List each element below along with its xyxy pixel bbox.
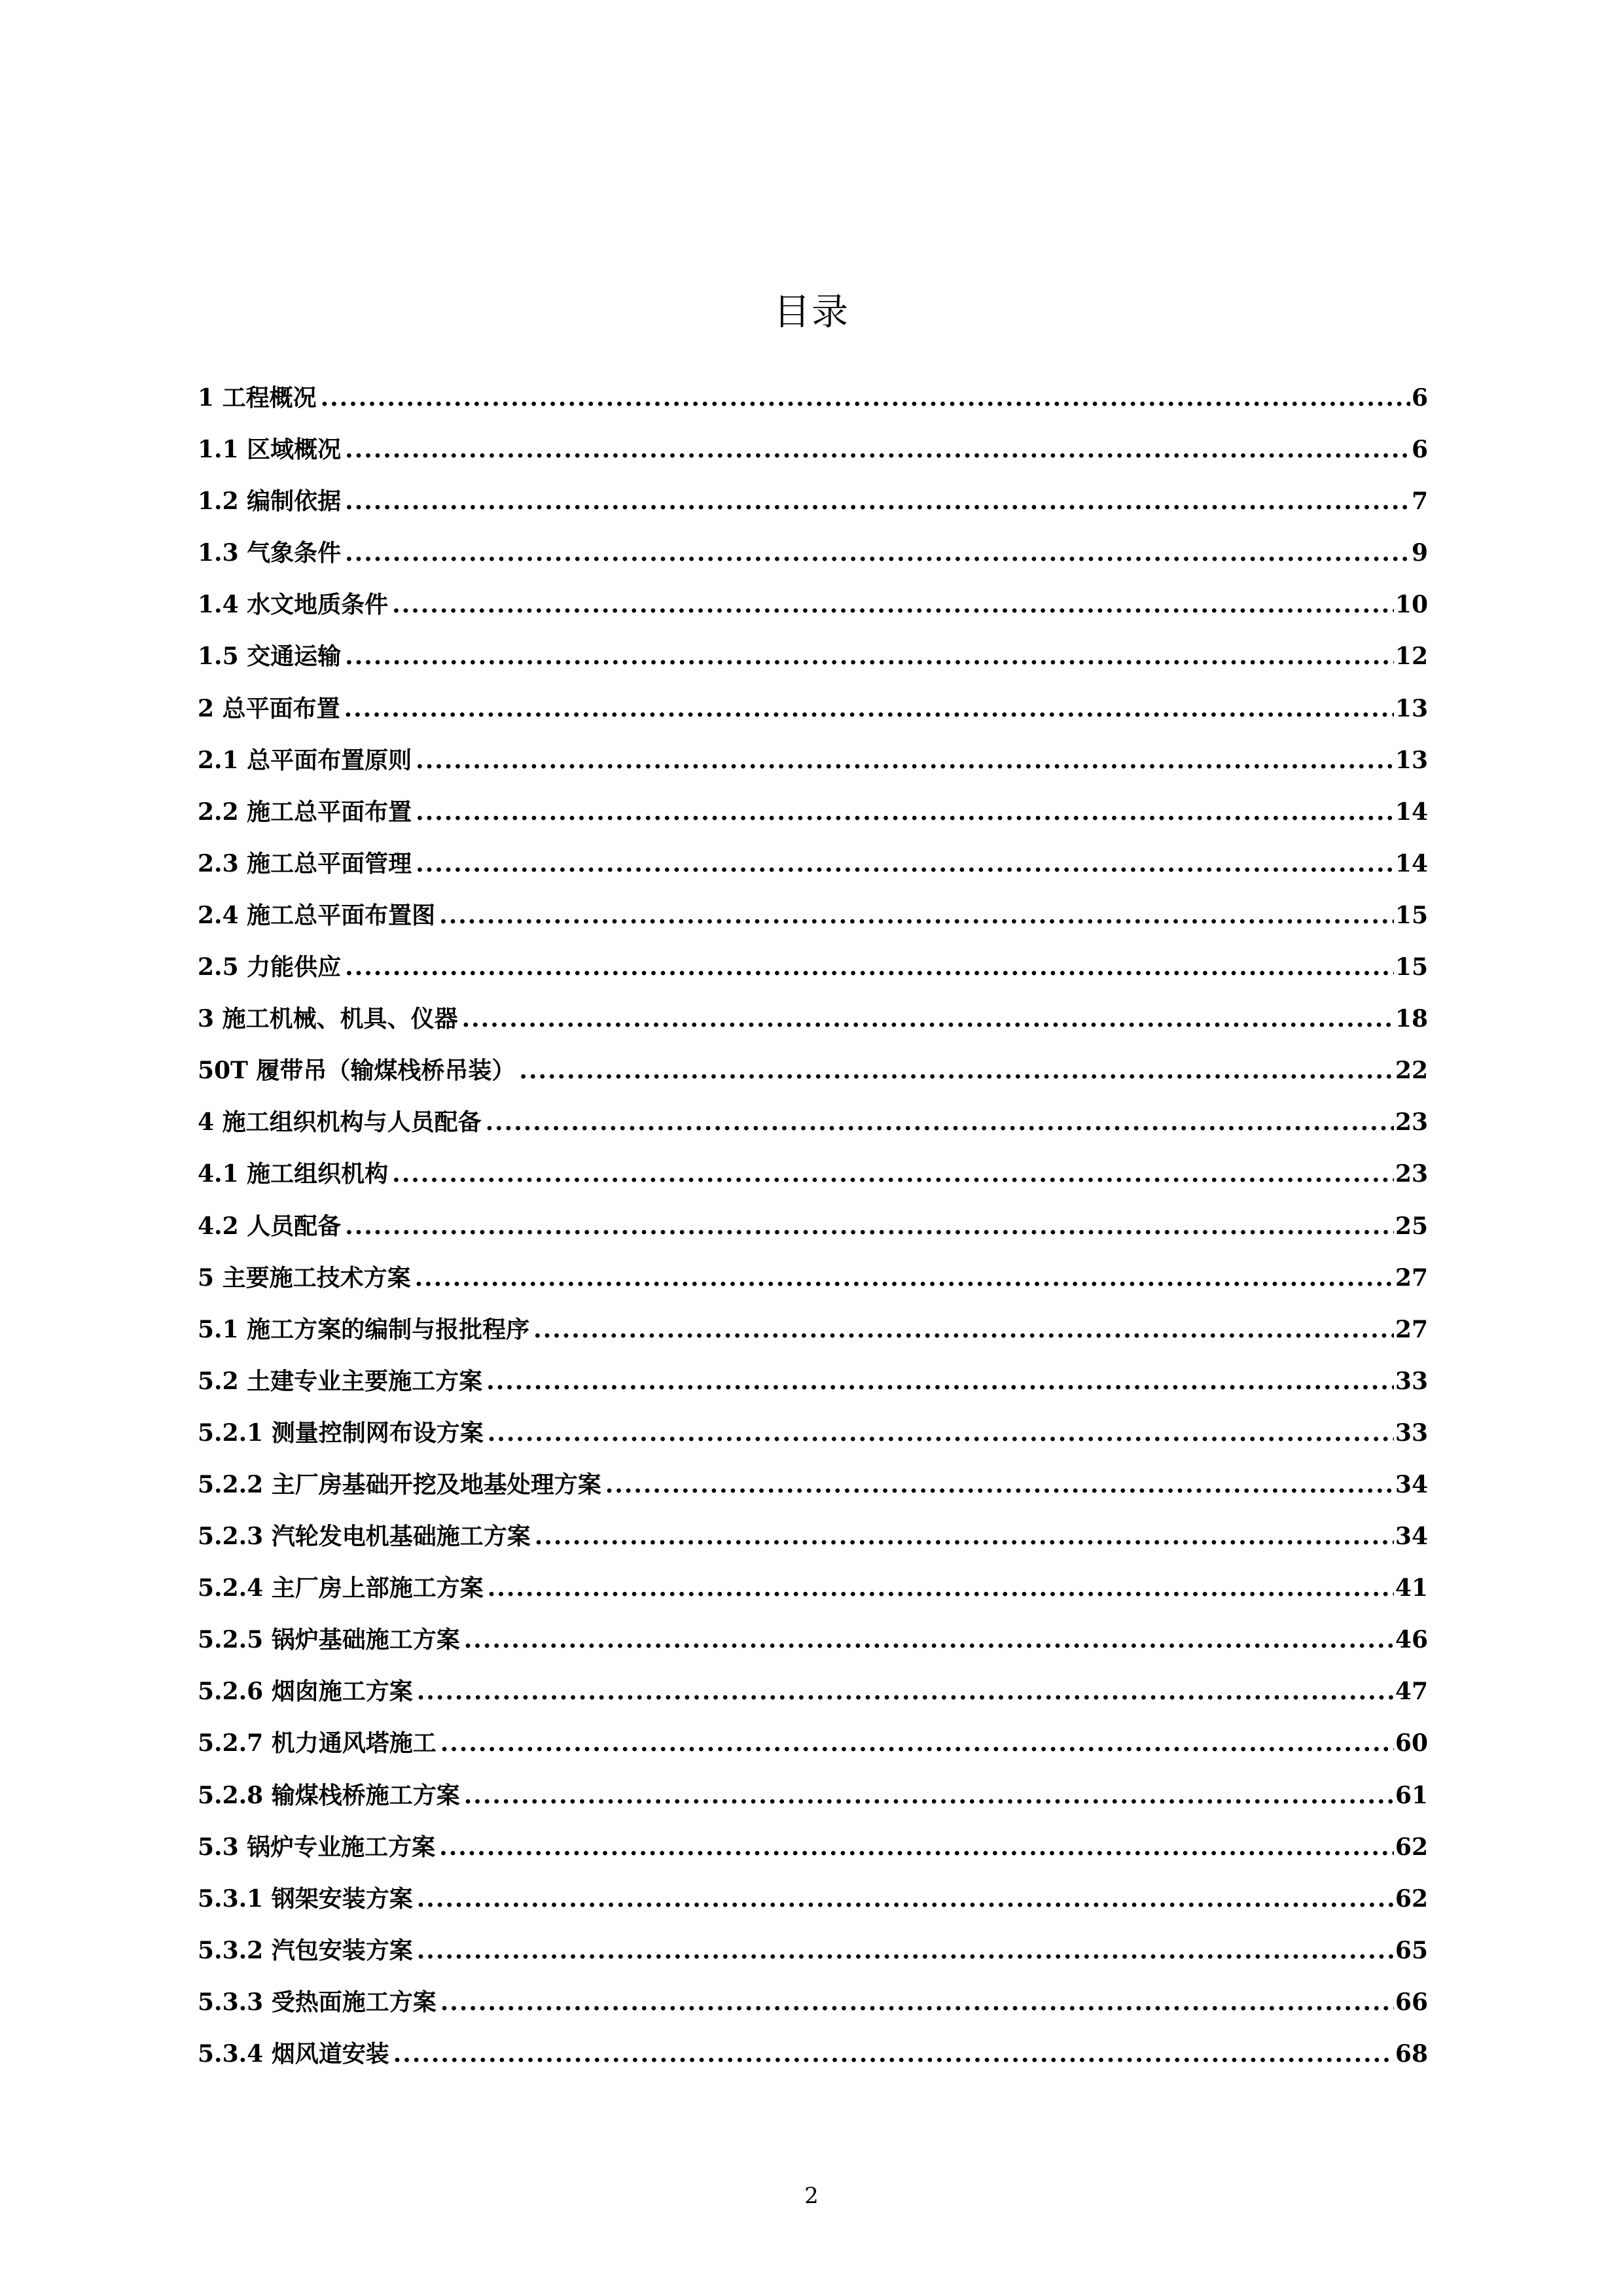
toc-entry-label: 5.2.1 测量控制网布设方案	[198, 1419, 484, 1447]
toc-entry-label: 5.2.7 机力通风塔施工	[198, 1729, 437, 1757]
toc-dot-leader	[345, 487, 1410, 515]
toc-entry-page: 15	[1395, 953, 1428, 981]
toc-entry-label: 5.3.2 汽包安装方案	[198, 1936, 413, 1964]
toc-entry[interactable]	[198, 1000, 1428, 1052]
toc-dot-leader	[415, 1264, 1394, 1292]
toc-entry-label: 5.3.3 受热面施工方案	[198, 1988, 437, 2016]
toc-entry[interactable]	[198, 1415, 1428, 1466]
toc-entry-label: 5.3 锅炉专业施工方案	[198, 1833, 436, 1861]
table-of-contents	[198, 380, 1428, 2087]
toc-entry-page: 46	[1395, 1626, 1428, 1654]
toc-dot-leader	[464, 1782, 1394, 1809]
toc-entry-label: 2.4 施工总平面布置图	[198, 901, 436, 929]
toc-dot-leader	[488, 1574, 1394, 1602]
toc-entry-page: 13	[1395, 746, 1428, 774]
toc-entry-label: 4 施工组织机构与人员配备	[198, 1108, 482, 1137]
toc-entry-label: 1.5 交通运输	[198, 643, 342, 671]
toc-entry-label: 2.5 力能供应	[198, 953, 342, 981]
toc-entry[interactable]	[198, 1208, 1428, 1260]
toc-entry[interactable]	[198, 1932, 1428, 1984]
toc-dot-leader	[488, 1419, 1394, 1447]
toc-dot-leader	[417, 1937, 1394, 1964]
toc-entry-label: 1.1 区域概况	[198, 436, 342, 464]
toc-entry-label: 3 施工机械、机具、仪器	[198, 1005, 458, 1033]
toc-entry-page: 14	[1395, 849, 1428, 877]
toc-dot-leader	[392, 591, 1394, 618]
toc-entry-page: 9	[1411, 539, 1428, 567]
toc-entry[interactable]	[198, 1363, 1428, 1415]
toc-entry-label: 2.3 施工总平面管理	[198, 849, 412, 877]
toc-dot-leader	[464, 1626, 1394, 1653]
toc-entry-page: 23	[1395, 1160, 1428, 1188]
toc-entry[interactable]	[198, 1725, 1428, 1776]
toc-entry-page: 33	[1395, 1419, 1428, 1447]
toc-entry[interactable]	[198, 949, 1428, 1000]
toc-dot-leader	[519, 1057, 1393, 1084]
toc-entry[interactable]	[198, 742, 1428, 794]
toc-entry-page: 41	[1395, 1574, 1428, 1602]
page-title: 目录	[774, 291, 849, 334]
toc-entry[interactable]	[198, 1570, 1428, 1621]
toc-dot-leader	[416, 798, 1394, 826]
toc-dot-leader	[417, 1678, 1394, 1705]
toc-dot-leader	[440, 1988, 1394, 2016]
toc-dot-leader	[416, 747, 1394, 774]
toc-dot-leader	[344, 695, 1394, 722]
toc-dot-leader	[439, 1833, 1394, 1861]
toc-dot-leader	[462, 1005, 1394, 1033]
toc-dot-leader	[486, 1108, 1394, 1136]
toc-entry-page: 33	[1395, 1367, 1428, 1395]
toc-entry[interactable]	[198, 2036, 1428, 2087]
toc-entry[interactable]	[198, 1518, 1428, 1570]
toc-entry[interactable]	[198, 1881, 1428, 1932]
toc-entry-label: 5.2.4 主厂房上部施工方案	[198, 1574, 484, 1602]
toc-entry-page: 10	[1395, 591, 1428, 619]
toc-entry-label: 1 工程概况	[198, 384, 317, 412]
toc-entry[interactable]	[198, 1156, 1428, 1207]
toc-entry-page: 65	[1395, 1936, 1428, 1964]
page-number: 2	[804, 2183, 819, 2209]
toc-entry-page: 27	[1395, 1315, 1428, 1343]
toc-entry-label: 5 主要施工技术方案	[198, 1263, 411, 1292]
toc-entry-page: 62	[1395, 1833, 1428, 1861]
toc-entry-label: 5.2 土建专业主要施工方案	[198, 1367, 483, 1395]
toc-entry-label: 2 总平面布置	[198, 694, 340, 722]
toc-entry-label: 1.3 气象条件	[198, 539, 342, 567]
toc-entry[interactable]	[198, 845, 1428, 897]
toc-entry-page: 22	[1395, 1057, 1428, 1085]
toc-dot-leader	[393, 2040, 1394, 2068]
toc-entry-page: 62	[1395, 1884, 1428, 1913]
toc-dot-leader	[321, 384, 1410, 412]
toc-entry[interactable]	[198, 1829, 1428, 1881]
toc-entry-page: 12	[1395, 643, 1428, 671]
toc-entry[interactable]	[198, 431, 1428, 483]
toc-dot-leader	[605, 1471, 1394, 1498]
toc-entry[interactable]	[198, 638, 1428, 690]
toc-entry[interactable]	[198, 690, 1428, 742]
toc-dot-leader	[486, 1368, 1394, 1395]
toc-dot-leader	[345, 539, 1410, 567]
toc-entry[interactable]	[198, 1104, 1428, 1156]
toc-dot-leader	[345, 953, 1394, 981]
toc-dot-leader	[533, 1316, 1394, 1343]
toc-entry-page: 68	[1395, 2040, 1428, 2068]
toc-entry-page: 27	[1395, 1263, 1428, 1292]
toc-entry[interactable]	[198, 380, 1428, 431]
toc-entry[interactable]	[198, 1621, 1428, 1673]
toc-entry-page: 18	[1395, 1005, 1428, 1033]
toc-dot-leader	[416, 850, 1394, 877]
toc-entry-page: 15	[1395, 901, 1428, 929]
toc-dot-leader	[439, 902, 1394, 929]
toc-entry-label: 5.2.3 汽轮发电机基础施工方案	[198, 1523, 531, 1551]
toc-dot-leader	[345, 643, 1394, 670]
toc-entry-label: 5.2.5 锅炉基础施工方案	[198, 1626, 460, 1654]
toc-entry-page: 25	[1395, 1212, 1428, 1240]
toc-dot-leader	[417, 1885, 1394, 1913]
toc-entry-label: 5.2.6 烟囱施工方案	[198, 1678, 413, 1706]
toc-entry-page: 7	[1411, 487, 1428, 516]
toc-entry-page: 14	[1395, 798, 1428, 826]
toc-entry-page: 34	[1395, 1523, 1428, 1551]
toc-entry-page: 6	[1411, 436, 1428, 464]
toc-entry-label: 1.2 编制依据	[198, 487, 342, 516]
toc-entry-label: 5.2.8 输煤栈桥施工方案	[198, 1781, 460, 1809]
toc-entry-page: 60	[1395, 1729, 1428, 1757]
toc-entry-label: 1.4 水文地质条件	[198, 591, 389, 619]
toc-entry-page: 23	[1395, 1108, 1428, 1137]
toc-entry[interactable]	[198, 897, 1428, 949]
toc-entry[interactable]	[198, 1673, 1428, 1725]
toc-entry-page: 61	[1395, 1781, 1428, 1809]
toc-dot-leader	[345, 436, 1410, 463]
toc-entry-page: 47	[1395, 1678, 1428, 1706]
toc-entry-label: 50T 履带吊（输煤栈桥吊装）	[198, 1057, 516, 1085]
toc-entry-page: 66	[1395, 1988, 1428, 2016]
toc-entry[interactable]	[198, 1984, 1428, 2036]
toc-entry[interactable]	[198, 1466, 1428, 1518]
toc-entry[interactable]	[198, 1260, 1428, 1311]
toc-entry-page: 6	[1411, 384, 1428, 412]
toc-entry[interactable]	[198, 794, 1428, 845]
toc-entry[interactable]	[198, 586, 1428, 638]
toc-entry[interactable]	[198, 1311, 1428, 1363]
toc-entry[interactable]	[198, 1052, 1428, 1104]
toc-entry[interactable]	[198, 535, 1428, 586]
toc-dot-leader	[392, 1160, 1394, 1188]
toc-dot-leader	[440, 1729, 1394, 1757]
toc-entry-label: 5.2.2 主厂房基础开挖及地基处理方案	[198, 1470, 601, 1498]
toc-entry-label: 5.1 施工方案的编制与报批程序	[198, 1315, 530, 1343]
toc-entry-page: 34	[1395, 1470, 1428, 1498]
toc-dot-leader	[535, 1523, 1394, 1550]
toc-entry-page: 13	[1395, 694, 1428, 722]
toc-entry-label: 2.2 施工总平面布置	[198, 798, 412, 826]
toc-entry[interactable]	[198, 483, 1428, 535]
toc-entry[interactable]	[198, 1777, 1428, 1829]
toc-dot-leader	[345, 1212, 1394, 1240]
toc-entry-label: 2.1 总平面布置原则	[198, 746, 412, 774]
toc-entry-label: 5.3.1 钢架安装方案	[198, 1884, 413, 1913]
toc-entry-label: 4.2 人员配备	[198, 1212, 342, 1240]
toc-entry-label: 5.3.4 烟风道安装	[198, 2040, 389, 2068]
toc-entry-label: 4.1 施工组织机构	[198, 1160, 389, 1188]
